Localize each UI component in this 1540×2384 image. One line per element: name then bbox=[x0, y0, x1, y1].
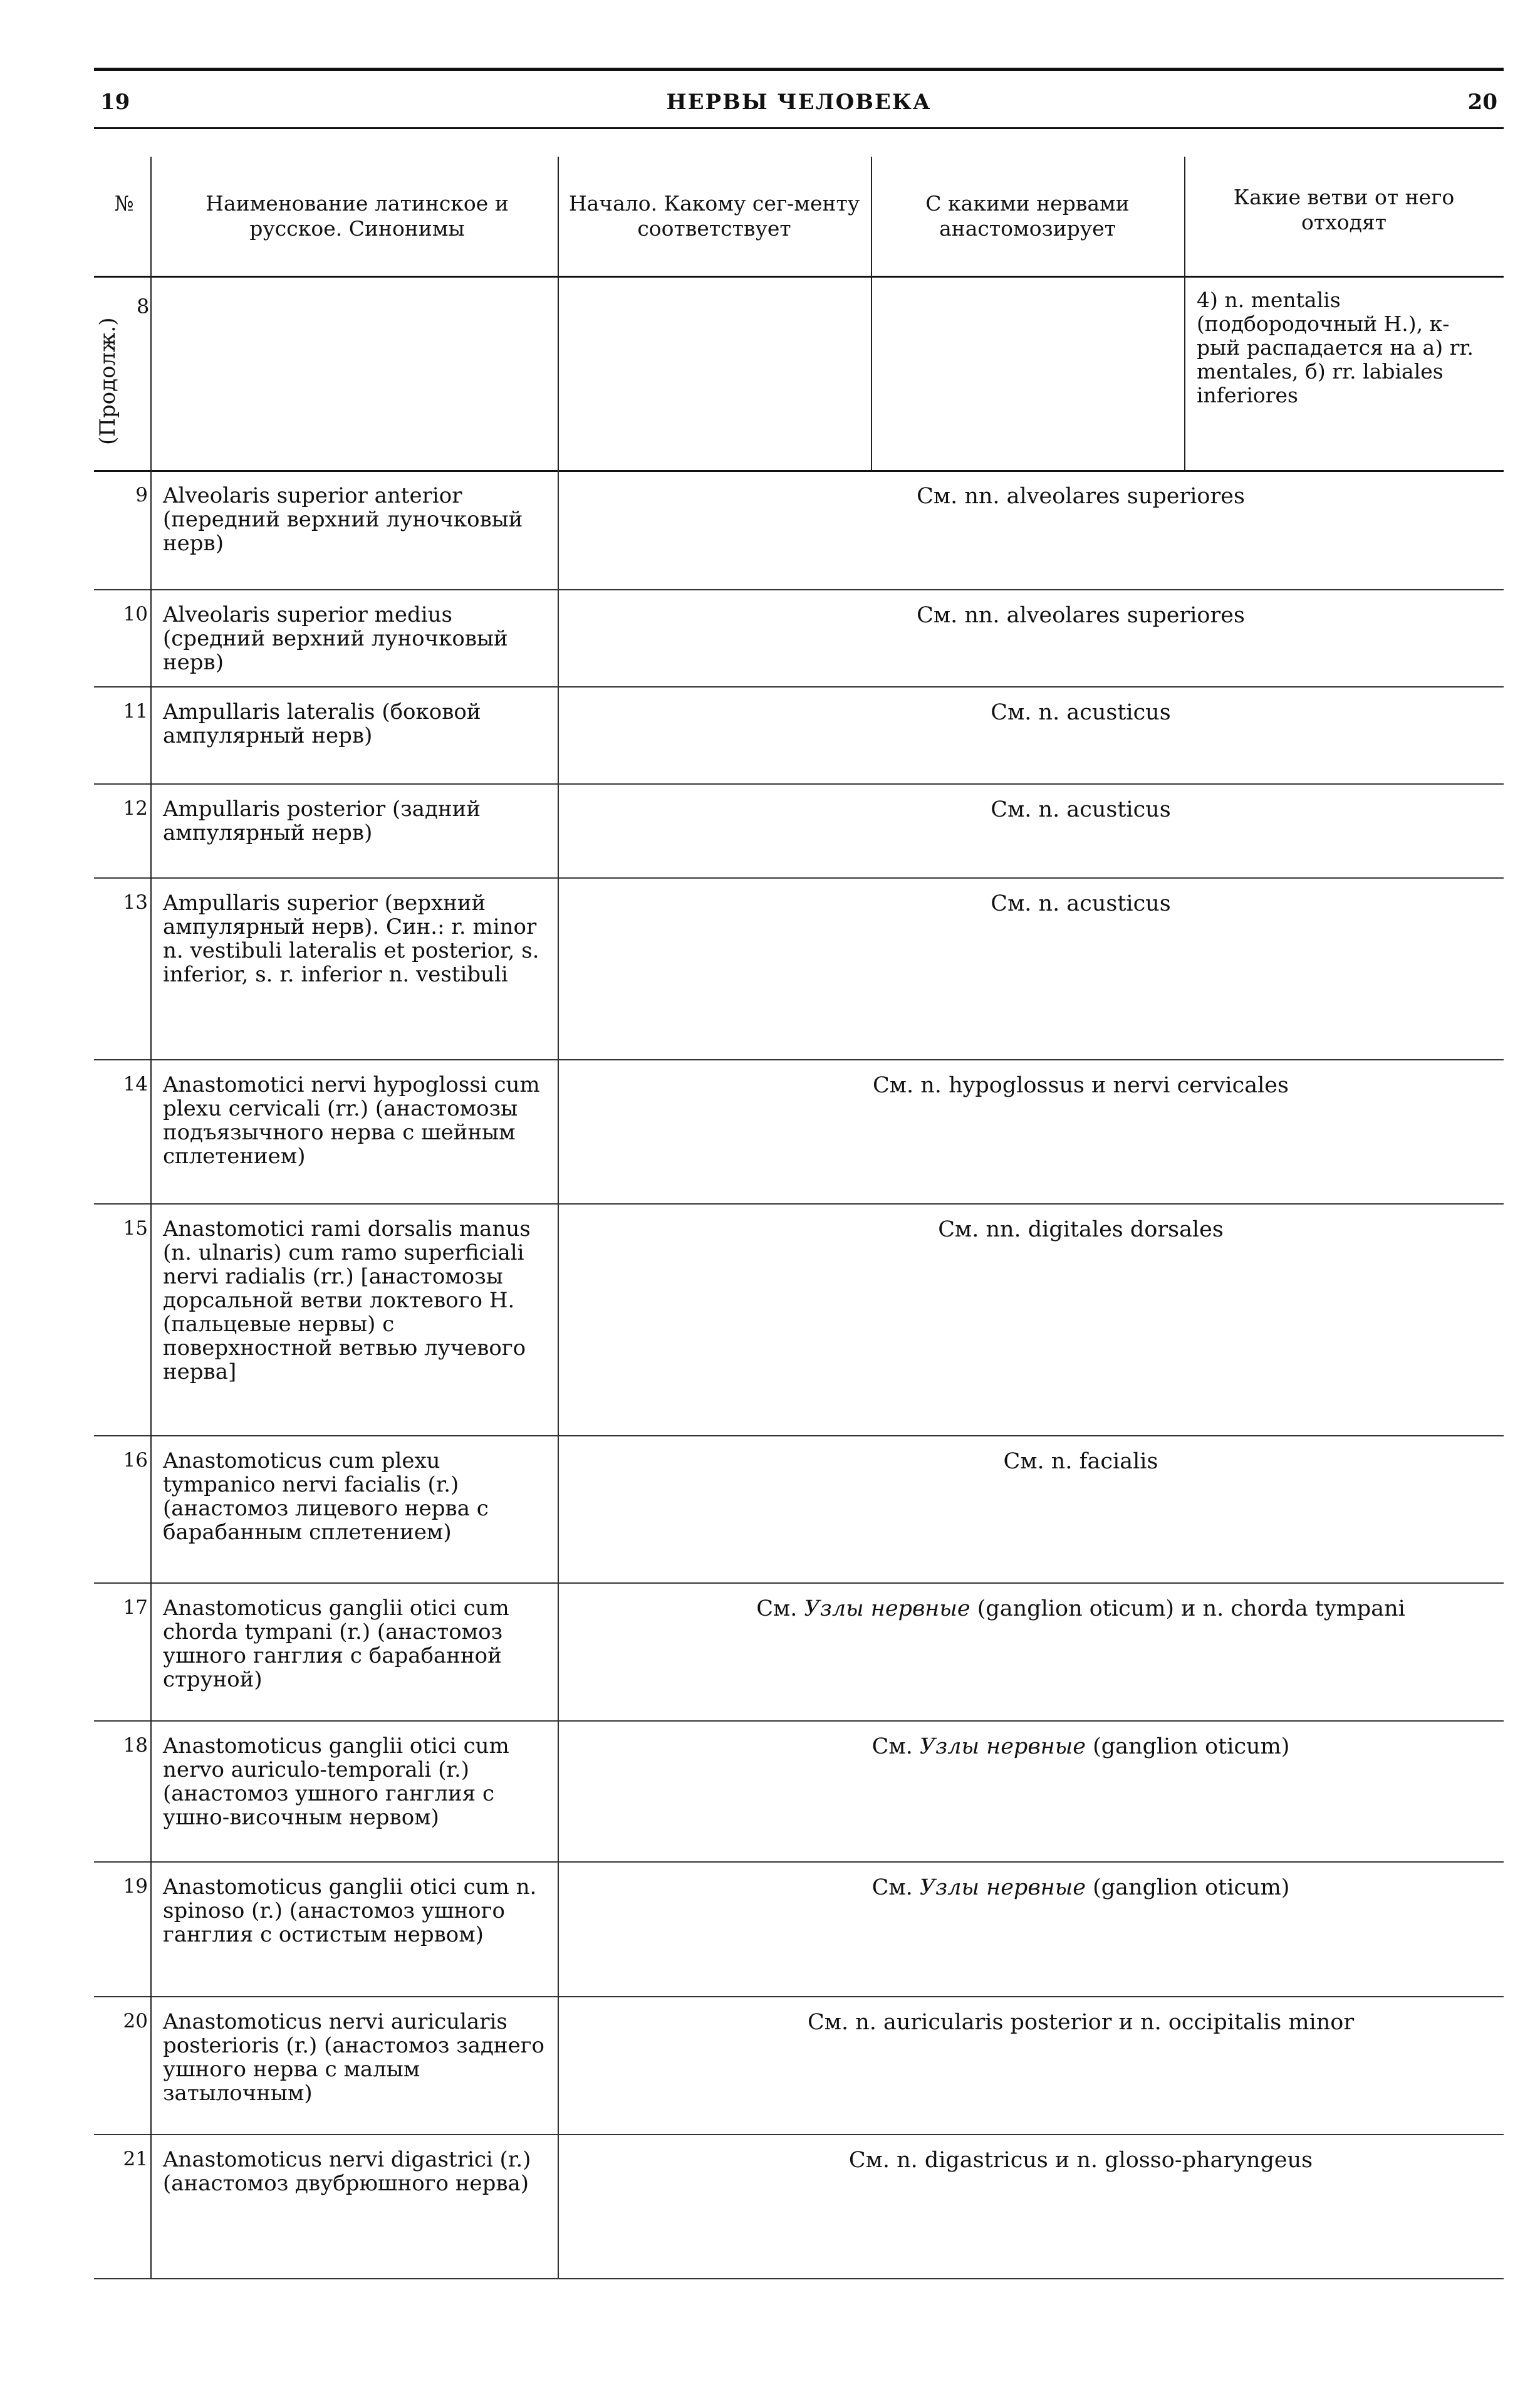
row-reference: См. nn. alveolares superiores bbox=[917, 603, 1245, 628]
row-name: Anastomoticus nervi auricularis posterioris (r.) (анастомоз заднего ушного нерва с малым затылочным) bbox=[163, 2009, 544, 2106]
row-reference: См. n. facialis bbox=[1003, 1449, 1158, 1474]
row-reference: См. Узлы нервные (ganglion oticum) bbox=[871, 1875, 1290, 1900]
running-title: НЕРВЫ ЧЕЛОВЕКА bbox=[666, 90, 932, 115]
row-number: 21 bbox=[123, 2148, 148, 2170]
row-name: Alveolaris superior medius (средний верхний луночковый нерв) bbox=[163, 602, 508, 675]
table-row bbox=[94, 470, 1504, 590]
row-number: 15 bbox=[123, 1217, 148, 1240]
row-reference: См. n. acusticus bbox=[991, 891, 1171, 916]
page-number-left: 19 bbox=[100, 90, 130, 115]
continuation-label: (Продолж.) bbox=[95, 317, 120, 445]
page-number-right: 20 bbox=[1467, 90, 1497, 115]
row-number: 20 bbox=[123, 2010, 148, 2032]
table-row bbox=[94, 589, 1504, 687]
row-number: 12 bbox=[123, 797, 148, 820]
page-header bbox=[94, 68, 1504, 129]
row-number: 18 bbox=[123, 1734, 148, 1757]
table-row bbox=[94, 783, 1504, 879]
table-row bbox=[94, 1435, 1504, 1584]
branches-text: 4) n. mentalis (подбородочный Н.), к-рый распадается на а) rr. mentales, б) rr. labiales inferiores bbox=[1197, 288, 1474, 407]
table-row bbox=[94, 1582, 1504, 1722]
row-name: Ampullaris superior (верхний ампулярный нерв). Син.: r. minor n. vestibuli lateralis et posterior, s. inferior, s. r. inferior n. vestibuli bbox=[163, 891, 539, 987]
row-number: 19 bbox=[123, 1875, 148, 1898]
row-reference: См. n. hypoglossus и nervi cervicales bbox=[873, 1073, 1289, 1098]
row-number: 13 bbox=[123, 891, 148, 914]
row-name: Anastomoticus ganglii otici cum n. spinoso (r.) (анастомоз ушного ганглия с остистым нервом) bbox=[163, 1874, 537, 1947]
row-reference: См. nn. alveolares superiores bbox=[917, 484, 1245, 509]
row-reference: См. n. acusticus bbox=[991, 797, 1171, 822]
row-reference: См. n. acusticus bbox=[991, 700, 1171, 725]
row-name: Anastomoticus ganglii otici cum chorda tympani (r.) (анастомоз ушного ганглия с барабанной струной) bbox=[163, 1596, 509, 1692]
row-number: 9 bbox=[135, 484, 148, 506]
row-number: 14 bbox=[123, 1073, 148, 1095]
row-name: Anastomotici nervi hypoglossi cum plexu cervicali (rr.) (анастомозы подъязычного нерва с шейным сплетением) bbox=[163, 1072, 540, 1169]
row-reference: См. Узлы нервные (ganglion oticum) и n. chorda tympani bbox=[756, 1596, 1405, 1621]
row-number: 8 bbox=[137, 295, 150, 318]
row-number: 16 bbox=[123, 1449, 148, 1472]
col-anastomoses: С какими нервами анастомозирует bbox=[925, 191, 1130, 241]
row-name: Ampullaris posterior (задний ампулярный нерв) bbox=[163, 797, 481, 845]
table-row bbox=[94, 1996, 1504, 2135]
table-row bbox=[94, 2134, 1504, 2279]
row-name: Anastomoticus ganglii otici cum nervo auriculo-temporali (r.) (анастомоз ушного ганглия с ушно-височным нервом) bbox=[163, 1733, 509, 1830]
col-branches: Какие ветви от него отходят bbox=[1233, 185, 1455, 234]
table-column-headers bbox=[94, 157, 1504, 278]
row-reference: См. Узлы нервные (ganglion oticum) bbox=[871, 1734, 1290, 1759]
row-name: Anastomotici rami dorsalis manus (n. ulnaris) cum ramo superficiali nervi radialis (rr.) [анастомозы дорсальной ветви локтевого Н. (пальцевые нервы) с поверхностной ветвью лучевого нерва] bbox=[163, 1216, 531, 1384]
col-number: № bbox=[114, 191, 134, 216]
row-number: 10 bbox=[123, 603, 148, 625]
table-row bbox=[94, 686, 1504, 785]
table-row bbox=[94, 1720, 1504, 1863]
row-name: Ampullaris lateralis (боковой ампулярный нерв) bbox=[163, 699, 481, 748]
row-number: 11 bbox=[123, 700, 148, 723]
row-name: Anastomoticus cum plexu tympanico nervi facialis (r.) (анастомоз лицевого нерва с барабанным сплетением) bbox=[163, 1448, 489, 1545]
col-origin: Начало. Какому сег-менту соответствует bbox=[568, 191, 860, 241]
row-number: 17 bbox=[123, 1596, 148, 1619]
row-name: Anastomoticus nervi digastrici (r.) (анастомоз двубрюшного нерва) bbox=[163, 2147, 531, 2196]
table-row bbox=[94, 1861, 1504, 1997]
table-row bbox=[94, 1059, 1504, 1205]
continuation-row bbox=[94, 276, 1504, 472]
row-name: Alveolaris superior anterior (передний верхний луночковый нерв) bbox=[163, 483, 523, 556]
table-row bbox=[94, 1203, 1504, 1436]
row-reference: См. n. digastricus и n. glosso-pharyngeus bbox=[848, 2148, 1313, 2173]
table-row bbox=[94, 877, 1504, 1060]
row-reference: См. nn. digitales dorsales bbox=[938, 1217, 1224, 1242]
row-reference: См. n. auricularis posterior и n. occipitalis minor bbox=[807, 2010, 1355, 2035]
col-name: Наименование латинское и русское. Синонимы bbox=[206, 191, 509, 241]
